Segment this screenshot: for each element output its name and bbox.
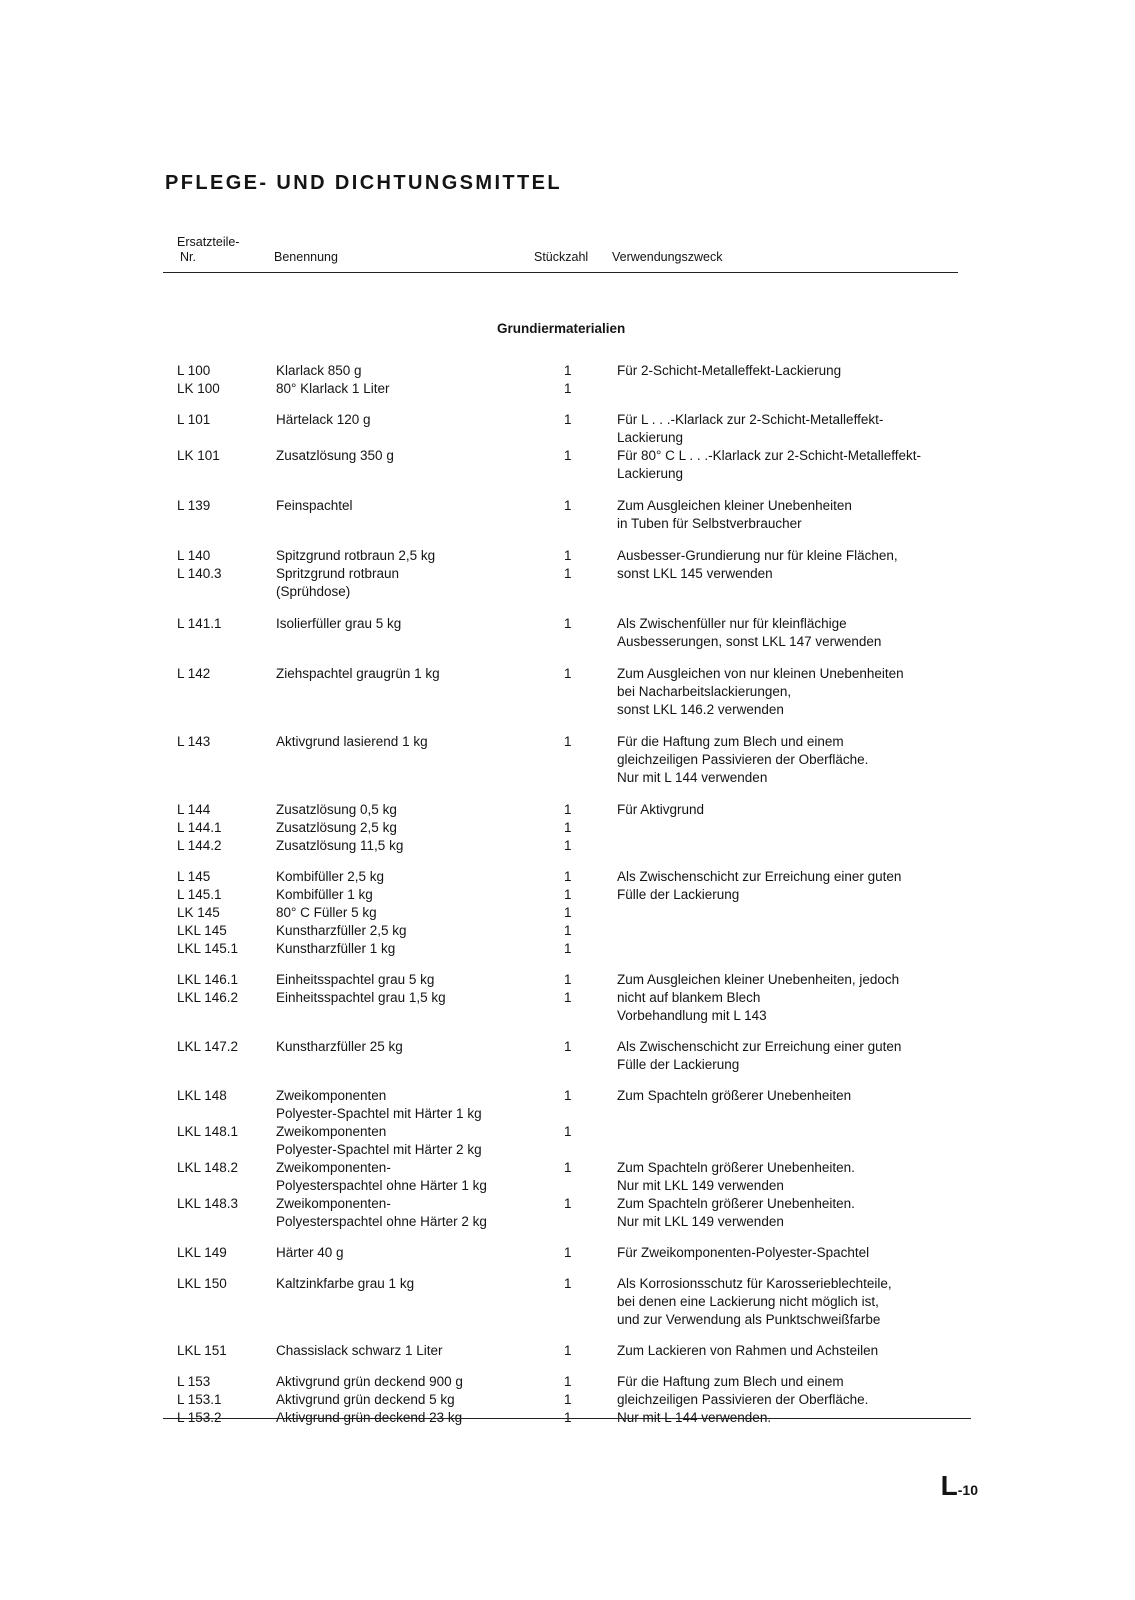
table-row — [0, 733, 1135, 751]
column-header-stueckzahl: Stückzahl — [534, 250, 589, 264]
usage-cell: Ausbesser-Grundierung nur für kleine Flächen, — [617, 548, 898, 563]
usage-cell: nicht auf blankem Blech — [617, 990, 761, 1005]
table-row — [0, 886, 1135, 904]
usage-cell: Vorbehandlung mit L 143 — [617, 1008, 767, 1023]
table-row — [0, 1105, 1135, 1123]
usage-cell: in Tuben für Selbstverbraucher — [617, 516, 802, 531]
part-number-cell: L 140.3 — [177, 566, 222, 581]
usage-cell: Nur mit L 144 verwenden — [617, 770, 768, 785]
quantity-cell: 1 — [564, 802, 572, 817]
usage-cell: Lackierung — [617, 466, 684, 481]
table-row — [0, 633, 1135, 651]
column-header-nr — [177, 235, 240, 265]
usage-cell: Nur mit L 144 verwenden. — [617, 1410, 772, 1425]
part-name-cell: Zusatzlösung 0,5 kg — [276, 802, 397, 817]
part-name-cell: Kaltzinkfarbe grau 1 kg — [276, 1276, 415, 1291]
quantity-cell: 1 — [564, 1039, 572, 1054]
table-group — [0, 1087, 1135, 1231]
usage-cell: Nur mit LKL 149 verwenden — [617, 1178, 784, 1193]
table-row — [0, 1213, 1135, 1231]
table-row — [0, 465, 1135, 483]
part-number-cell: LKL 145 — [177, 923, 227, 938]
part-number-cell: L 144.1 — [177, 820, 222, 835]
table-row — [0, 989, 1135, 1007]
part-number-cell: LKL 150 — [177, 1276, 227, 1291]
part-name-cell: Klarlack 850 g — [276, 363, 362, 378]
page-number-letter: L — [940, 1470, 958, 1501]
table-row — [0, 447, 1135, 465]
section-title: Grundiermaterialien — [497, 321, 626, 336]
table-row — [0, 497, 1135, 515]
usage-cell: Als Zwischenfüller nur für kleinflächige — [617, 616, 847, 631]
usage-cell: Zum Lackieren von Rahmen und Achsteilen — [617, 1343, 879, 1358]
part-name-cell: Aktivgrund lasierend 1 kg — [276, 734, 428, 749]
table-row — [0, 904, 1135, 922]
column-header-nr-line1: Ersatzteile- — [177, 235, 240, 249]
table-row — [0, 411, 1135, 429]
quantity-cell: 1 — [564, 1245, 572, 1260]
usage-cell: Als Zwischenschicht zur Erreichung einer guten — [617, 869, 902, 884]
usage-cell: gleichzeiligen Passivieren der Oberfläche. — [617, 1392, 869, 1407]
quantity-cell: 1 — [564, 1160, 572, 1175]
parts-table — [0, 362, 1135, 1427]
table-group — [0, 1244, 1135, 1262]
part-number-cell: LKL 146.1 — [177, 972, 239, 987]
part-number-cell: L 153.2 — [177, 1410, 222, 1425]
table-row — [0, 1177, 1135, 1195]
part-name-cell: Kunstharzfüller 25 kg — [276, 1039, 403, 1054]
usage-cell: Fülle der Lackierung — [617, 887, 740, 902]
usage-cell: Für Aktivgrund — [617, 802, 705, 817]
part-number-cell: LK 101 — [177, 448, 220, 463]
part-name-cell: (Sprühdose) — [276, 584, 351, 599]
header-divider — [163, 272, 958, 273]
usage-cell: bei denen eine Lackierung nicht möglich ist, — [617, 1294, 879, 1309]
table-group — [0, 1342, 1135, 1360]
table-group — [0, 1038, 1135, 1074]
quantity-cell: 1 — [564, 1276, 572, 1291]
part-number-cell: LK 100 — [177, 381, 220, 396]
part-name-cell: 80° Klarlack 1 Liter — [276, 381, 390, 396]
quantity-cell: 1 — [564, 941, 572, 956]
usage-cell: Als Zwischenschicht zur Erreichung einer guten — [617, 1039, 902, 1054]
part-number-cell: L 142 — [177, 666, 211, 681]
quantity-cell: 1 — [564, 1196, 572, 1211]
usage-cell: Zum Spachteln größerer Unebenheiten. — [617, 1196, 855, 1211]
part-number-cell: L 145.1 — [177, 887, 222, 902]
column-header-benennung: Benennung — [274, 250, 338, 264]
part-name-cell: Spritzgrund rotbraun — [276, 566, 400, 581]
table-row — [0, 940, 1135, 958]
part-number-cell: L 144 — [177, 802, 211, 817]
part-name-cell: Härter 40 g — [276, 1245, 344, 1260]
part-name-cell: Aktivgrund grün deckend 23 kg — [276, 1410, 463, 1425]
quantity-cell: 1 — [564, 412, 572, 427]
part-name-cell: Polyesterspachtel ohne Härter 2 kg — [276, 1214, 487, 1229]
usage-cell: Zum Spachteln größerer Unebenheiten — [617, 1088, 852, 1103]
table-row — [0, 615, 1135, 633]
usage-cell: Für 80° C L . . .-Klarlack zur 2-Schicht-Metalleffekt- — [617, 448, 921, 463]
footer-divider — [163, 1418, 971, 1419]
table-row — [0, 819, 1135, 837]
table-row — [0, 665, 1135, 683]
quantity-cell: 1 — [564, 1374, 572, 1389]
usage-cell: Für die Haftung zum Blech und einem — [617, 1374, 844, 1389]
part-name-cell: Polyester-Spachtel mit Härter 1 kg — [276, 1106, 482, 1121]
table-row — [0, 1311, 1135, 1329]
part-name-cell: Kombifüller 2,5 kg — [276, 869, 385, 884]
part-number-cell: L 139 — [177, 498, 211, 513]
quantity-cell: 1 — [564, 616, 572, 631]
table-row — [0, 362, 1135, 380]
table-row — [0, 565, 1135, 583]
part-number-cell: LKL 147.2 — [177, 1039, 239, 1054]
usage-cell: Nur mit LKL 149 verwenden — [617, 1214, 784, 1229]
part-number-cell: LKL 145.1 — [177, 941, 239, 956]
table-row — [0, 1195, 1135, 1213]
part-name-cell: Polyester-Spachtel mit Härter 2 kg — [276, 1142, 482, 1157]
page-number-value: 10 — [962, 1482, 978, 1498]
table-row — [0, 769, 1135, 787]
page-number-dash: - — [957, 1482, 963, 1498]
usage-cell: und zur Verwendung als Punktschweißfarbe — [617, 1312, 881, 1327]
table-group — [0, 411, 1135, 483]
quantity-cell: 1 — [564, 1410, 572, 1425]
usage-cell: sonst LKL 145 verwenden — [617, 566, 773, 581]
quantity-cell: 1 — [564, 734, 572, 749]
part-number-cell: LKL 146.2 — [177, 990, 239, 1005]
table-group — [0, 733, 1135, 787]
part-number-cell: LKL 151 — [177, 1343, 227, 1358]
table-row — [0, 1038, 1135, 1056]
quantity-cell: 1 — [564, 1392, 572, 1407]
quantity-cell: 1 — [564, 666, 572, 681]
quantity-cell: 1 — [564, 887, 572, 902]
quantity-cell: 1 — [564, 448, 572, 463]
part-name-cell: Kombifüller 1 kg — [276, 887, 373, 902]
quantity-cell: 1 — [564, 820, 572, 835]
page-title: PFLEGE- UND DICHTUNGSMITTEL — [165, 172, 563, 194]
usage-cell: Zum Ausgleichen von nur kleinen Unebenheiten — [617, 666, 904, 681]
table-group — [0, 615, 1135, 651]
part-number-cell: L 101 — [177, 412, 211, 427]
usage-cell: Für L . . .-Klarlack zur 2-Schicht-Metalleffekt- — [617, 412, 884, 427]
table-row — [0, 837, 1135, 855]
table-row — [0, 683, 1135, 701]
table-row — [0, 1141, 1135, 1159]
table-group — [0, 547, 1135, 601]
part-name-cell: Härtelack 120 g — [276, 412, 371, 427]
table-row — [0, 1293, 1135, 1311]
part-name-cell: Feinspachtel — [276, 498, 353, 513]
table-group — [0, 801, 1135, 855]
part-number-cell: LK 145 — [177, 905, 220, 920]
table-row — [0, 701, 1135, 719]
usage-cell: Für die Haftung zum Blech und einem — [617, 734, 844, 749]
table-row — [0, 1159, 1135, 1177]
quantity-cell: 1 — [564, 1088, 572, 1103]
quantity-cell: 1 — [564, 381, 572, 396]
part-number-cell: LKL 149 — [177, 1245, 227, 1260]
quantity-cell: 1 — [564, 566, 572, 581]
part-name-cell: Zusatzlösung 2,5 kg — [276, 820, 397, 835]
part-name-cell: Isolierfüller grau 5 kg — [276, 616, 402, 631]
table-row — [0, 1342, 1135, 1360]
part-number-cell: LKL 148.3 — [177, 1196, 239, 1211]
quantity-cell: 1 — [564, 498, 572, 513]
table-group — [0, 362, 1135, 398]
table-row — [0, 1373, 1135, 1391]
part-number-cell: L 153 — [177, 1374, 211, 1389]
column-header-verwendungszweck: Verwendungszweck — [612, 250, 723, 264]
part-name-cell: Zweikomponenten — [276, 1088, 387, 1103]
usage-cell: bei Nacharbeitslackierungen, — [617, 684, 792, 699]
quantity-cell: 1 — [564, 869, 572, 884]
usage-cell: Zum Ausgleichen kleiner Unebenheiten — [617, 498, 852, 513]
table-row — [0, 1275, 1135, 1293]
quantity-cell: 1 — [564, 838, 572, 853]
part-name-cell: Zweikomponenten — [276, 1124, 387, 1139]
quantity-cell: 1 — [564, 1124, 572, 1139]
part-number-cell: L 100 — [177, 363, 211, 378]
part-name-cell: Einheitsspachtel grau 1,5 kg — [276, 990, 446, 1005]
part-number-cell: LKL 148.1 — [177, 1124, 239, 1139]
part-name-cell: Zweikomponenten- — [276, 1196, 391, 1211]
table-row — [0, 922, 1135, 940]
usage-cell: Lackierung — [617, 430, 684, 445]
table-row — [0, 1391, 1135, 1409]
page-number — [941, 1470, 978, 1502]
quantity-cell: 1 — [564, 363, 572, 378]
part-name-cell: Zusatzlösung 11,5 kg — [276, 838, 404, 853]
part-name-cell: Ziehspachtel graugrün 1 kg — [276, 666, 440, 681]
part-name-cell: Polyesterspachtel ohne Härter 1 kg — [276, 1178, 487, 1193]
table-group — [0, 665, 1135, 719]
part-name-cell: Kunstharzfüller 2,5 kg — [276, 923, 407, 938]
part-name-cell: Kunstharzfüller 1 kg — [276, 941, 396, 956]
quantity-cell: 1 — [564, 548, 572, 563]
part-name-cell: Aktivgrund grün deckend 5 kg — [276, 1392, 455, 1407]
quantity-cell: 1 — [564, 990, 572, 1005]
quantity-cell: 1 — [564, 1343, 572, 1358]
table-row — [0, 1123, 1135, 1141]
part-name-cell: Zweikomponenten- — [276, 1160, 391, 1175]
table-row — [0, 1244, 1135, 1262]
quantity-cell: 1 — [564, 905, 572, 920]
part-number-cell: L 141.1 — [177, 616, 222, 631]
table-row — [0, 801, 1135, 819]
part-number-cell: L 143 — [177, 734, 211, 749]
part-name-cell: Einheitsspachtel grau 5 kg — [276, 972, 435, 987]
table-row — [0, 547, 1135, 565]
table-row — [0, 429, 1135, 447]
quantity-cell: 1 — [564, 972, 572, 987]
part-number-cell: L 144.2 — [177, 838, 222, 853]
quantity-cell: 1 — [564, 923, 572, 938]
part-name-cell: Chassislack schwarz 1 Liter — [276, 1343, 443, 1358]
usage-cell: Zum Spachteln größerer Unebenheiten. — [617, 1160, 855, 1175]
part-name-cell: Spitzgrund rotbraun 2,5 kg — [276, 548, 436, 563]
table-row — [0, 868, 1135, 886]
column-header-nr-line2: Nr. — [180, 250, 196, 264]
table-row — [0, 583, 1135, 601]
usage-cell: Für Zweikomponenten-Polyester-Spachtel — [617, 1245, 870, 1260]
usage-cell: Fülle der Lackierung — [617, 1057, 740, 1072]
table-group — [0, 497, 1135, 533]
part-name-cell: Aktivgrund grün deckend 900 g — [276, 1374, 463, 1389]
usage-cell: gleichzeiligen Passivieren der Oberfläche. — [617, 752, 869, 767]
part-number-cell: L 145 — [177, 869, 211, 884]
usage-cell: sonst LKL 146.2 verwenden — [617, 702, 784, 717]
table-row — [0, 515, 1135, 533]
usage-cell: Als Korrosionsschutz für Karosserieblechteile, — [617, 1276, 892, 1291]
usage-cell: Ausbesserungen, sonst LKL 147 verwenden — [617, 634, 882, 649]
table-row — [0, 380, 1135, 398]
table-row — [0, 751, 1135, 769]
table-row — [0, 1056, 1135, 1074]
usage-cell: Für 2-Schicht-Metalleffekt-Lackierung — [617, 363, 842, 378]
usage-cell: Zum Ausgleichen kleiner Unebenheiten, jedoch — [617, 972, 900, 987]
part-number-cell: L 140 — [177, 548, 211, 563]
part-name-cell: 80° C Füller 5 kg — [276, 905, 377, 920]
part-name-cell: Zusatzlösung 350 g — [276, 448, 394, 463]
table-row — [0, 971, 1135, 989]
table-group — [0, 868, 1135, 958]
table-row — [0, 1007, 1135, 1025]
table-row — [0, 1087, 1135, 1105]
part-number-cell: LKL 148.2 — [177, 1160, 239, 1175]
part-number-cell: LKL 148 — [177, 1088, 227, 1103]
table-group — [0, 1275, 1135, 1329]
part-number-cell: L 153.1 — [177, 1392, 222, 1407]
table-group — [0, 971, 1135, 1025]
